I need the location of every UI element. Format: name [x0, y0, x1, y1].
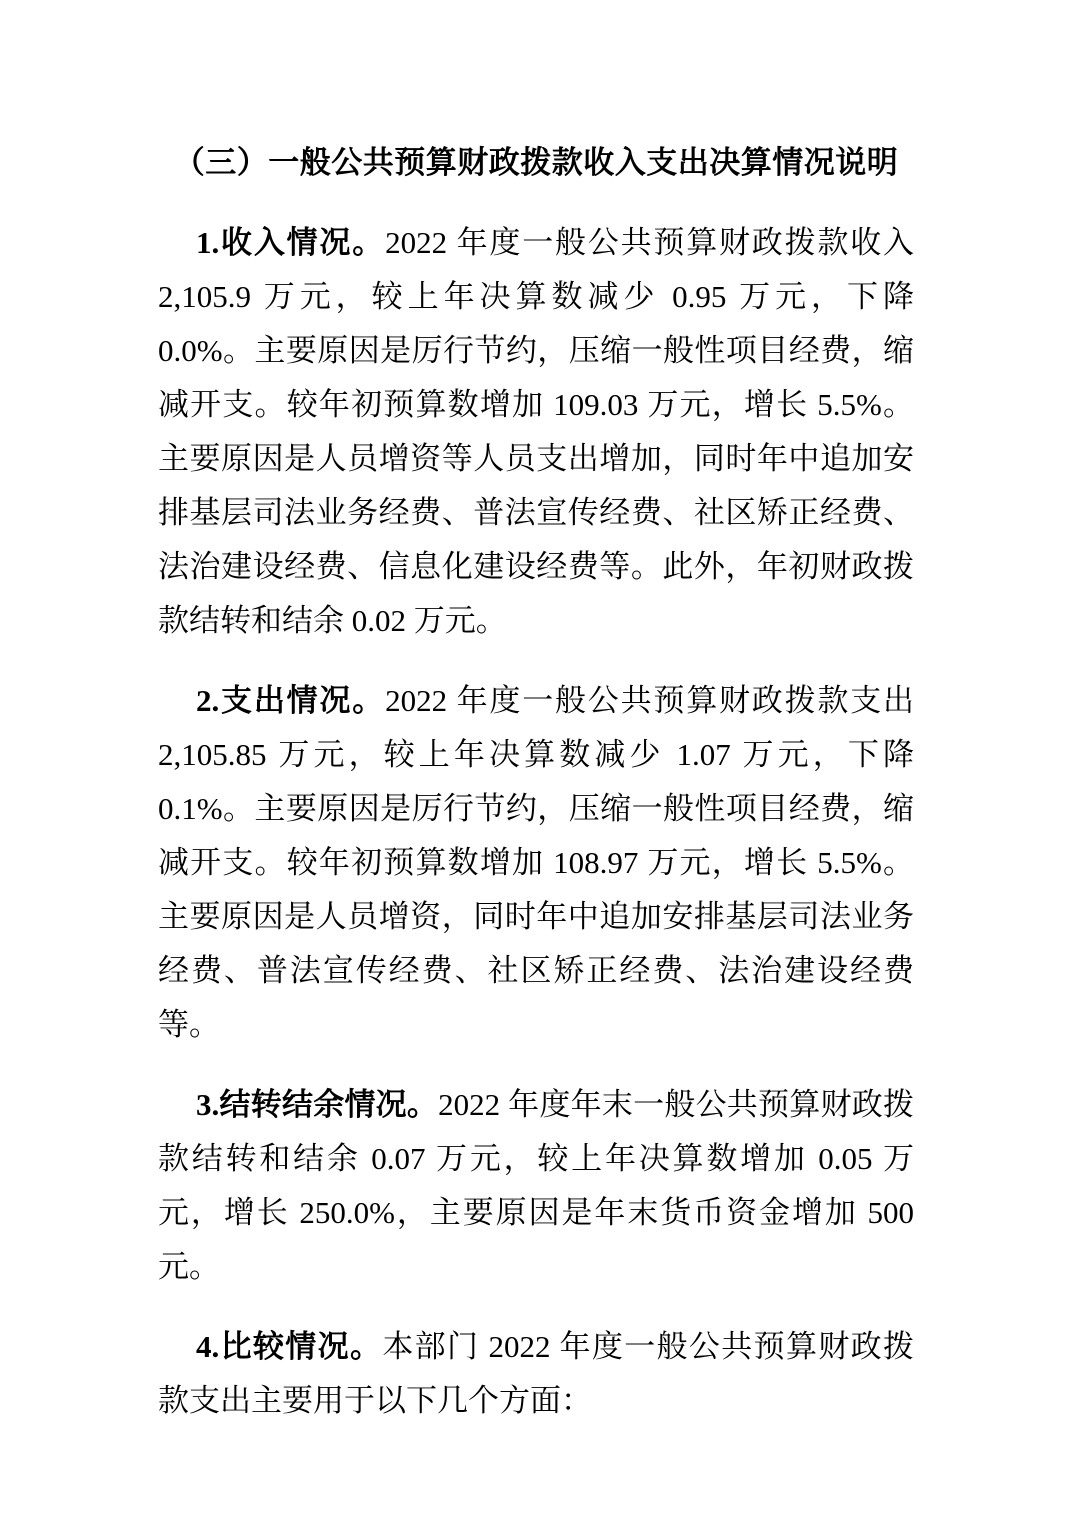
paragraph-expenditure-text: 2022 年度一般公共预算财政拨款支出 2,105.85 万元，较上年决算数减少 1.07 万元，下降 0.1%。主要原因是厉行节约，压缩一般性项目经费，缩减开支。较年初预算数增加 108.97 万元，增长 5.5%。主要原因是人员增资，同时年中追加安排基层司法业务经费、普法宣传经费、社区矫正经费、法治建设经费等。	[158, 683, 915, 1042]
paragraph-carryover	[158, 1078, 914, 1294]
paragraph-income	[158, 216, 914, 648]
paragraph-comparison	[158, 1320, 914, 1428]
paragraph-comparison-lead: 4.比较情况。	[196, 1329, 383, 1364]
section-title: （三）一般公共预算财政拨款收入支出决算情况说明	[173, 145, 899, 180]
paragraph-expenditure	[158, 674, 914, 1052]
paragraph-carryover-text: 2022 年度年末一般公共预算财政拨款结转和结余 0.07 万元，较上年决算数增加 0.05 万元，增长 250.0%，主要原因是年末货币资金增加 500 元。	[158, 1087, 915, 1284]
paragraph-income-lead: 1.收入情况。	[196, 225, 386, 260]
paragraph-income-text: 2022 年度一般公共预算财政拨款收入 2,105.9 万元，较上年决算数减少 0.95 万元，下降 0.0%。主要原因是厉行节约，压缩一般性项目经费，缩减开支。较年初预算数增加 109.03 万元，增长 5.5%。主要原因是人员增资等人员支出增加，同时年中追加安排基层司法业务经费、普法宣传经费、社区矫正经费、法治建设经费、信息化建设经费等。此外，年初财政拨款结转和结余 0.02 万元。	[158, 225, 915, 638]
paragraph-comparison-text: 本部门 2022 年度一般公共预算财政拨款支出主要用于以下几个方面：	[158, 1329, 915, 1418]
paragraph-expenditure-lead: 2.支出情况。	[196, 683, 386, 718]
paragraph-carryover-lead: 3.结转结余情况。	[196, 1087, 439, 1122]
